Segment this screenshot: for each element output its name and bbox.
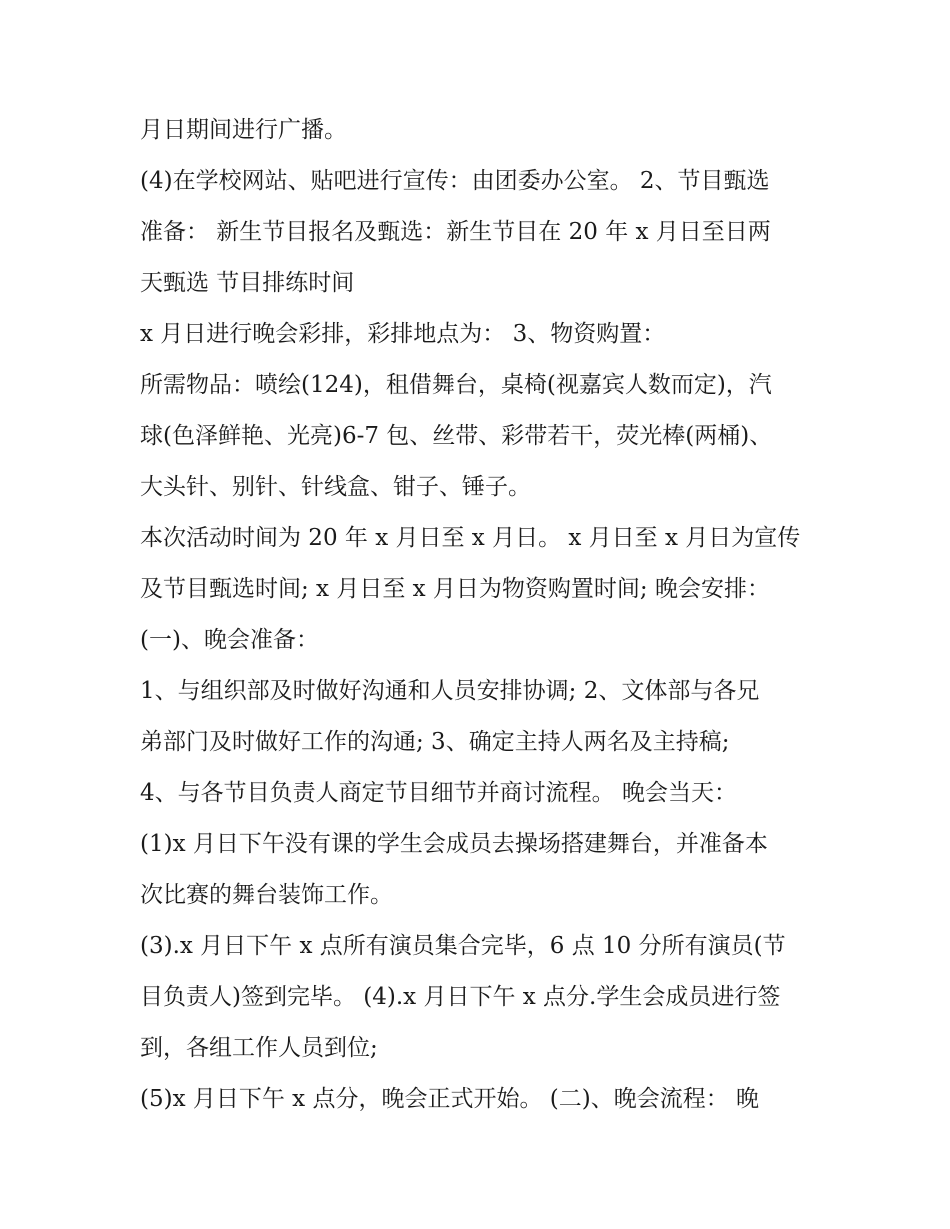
text-line: 球(色泽鲜艳、光亮)6-7 包、丝带、彩带若干，荧光棒(两桶)、 — [140, 423, 773, 449]
text-line: x 月日进行晚会彩排，彩排地点为： 3、物资购置： — [140, 321, 666, 347]
text-line: 1、与组织部及时做好沟通和人员安排协调; 2、文体部与各兄 — [140, 678, 760, 704]
text-line: 弟部门及时做好工作的沟通; 3、确定主持人两名及主持稿; — [140, 729, 730, 755]
text-line: 本次活动时间为 20 年 x 月日至 x 月日。 x 月日至 x 月日为宣传 — [140, 525, 801, 551]
text-line: (3).x 月日下午 x 点所有演员集合完毕，6 点 10 分所有演员(节 — [140, 933, 786, 959]
text-line: 大头针、别针、针线盒、钳子、锤子。 — [140, 474, 531, 500]
text-line: 月日期间进行广播。 — [140, 117, 347, 143]
document-body — [140, 105, 820, 1125]
text-line: 4、与各节目负责人商定节目细节并商讨流程。 晚会当天： — [140, 780, 737, 806]
text-line: 到，各组工作人员到位; — [140, 1035, 378, 1061]
text-line: 次比赛的舞台装饰工作。 — [140, 882, 393, 908]
text-line: 目负责人)签到完毕。 (4).x 月日下午 x 点分.学生会成员进行签 — [140, 984, 781, 1010]
text-line: 及节目甄选时间; x 月日至 x 月日为物资购置时间; 晚会安排： — [140, 576, 770, 602]
text-line: (一)、晚会准备： — [140, 627, 319, 653]
text-line: 天甄选 节目排练时间 — [140, 270, 355, 296]
text-line: (1)x 月日下午没有课的学生会成员去操场搭建舞台，并准备本 — [140, 831, 768, 857]
text-line: 准备： 新生节目报名及甄选：新生节目在 20 年 x 月日至日两 — [140, 219, 771, 245]
text-line: (5)x 月日下午 x 点分，晚会正式开始。 (二)、晚会流程： 晚 — [140, 1086, 760, 1112]
text-line: (4)在学校网站、贴吧进行宣传：由团委办公室。 2、节目甄选 — [140, 168, 770, 194]
text-line: 所需物品：喷绘(124)，租借舞台，桌椅(视嘉宾人数而定)，汽 — [140, 372, 772, 398]
